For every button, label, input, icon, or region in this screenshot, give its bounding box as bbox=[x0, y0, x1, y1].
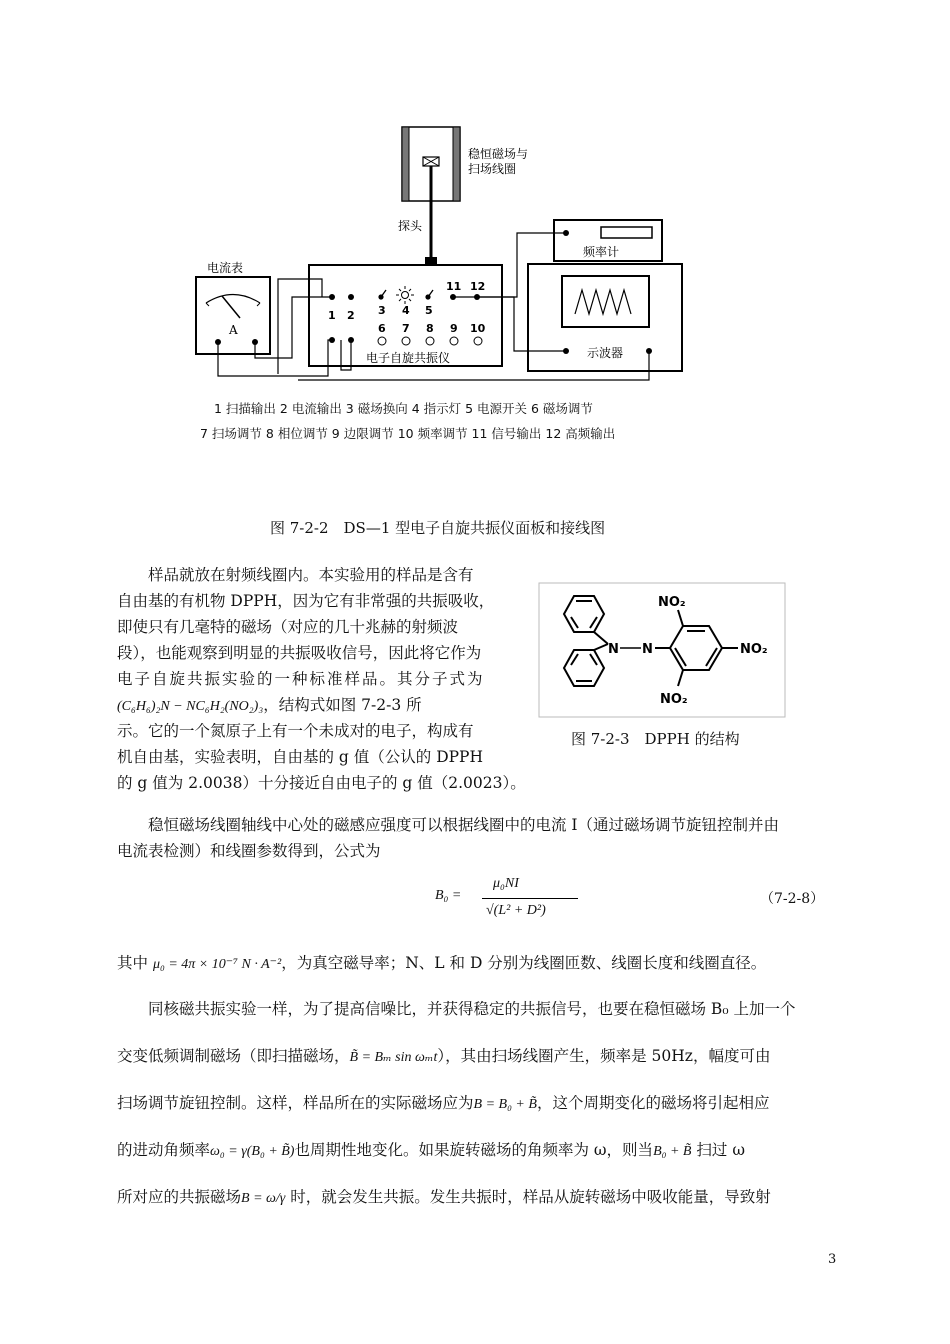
text-fragment: ，这个周期变化的磁场将引起相应 bbox=[536, 1094, 770, 1112]
permeability-formula: μ₀ = 4π × 10⁻⁷ N · A⁻² bbox=[152, 957, 282, 972]
text-fragment: 所对应的共振磁场 bbox=[117, 1188, 242, 1206]
nitro-group-top: NO₂ bbox=[658, 595, 686, 610]
wiring-diagram bbox=[0, 0, 950, 400]
text-line: 稳恒磁场线圈轴线中心处的磁感应强度可以根据线圈中的电流 I（通过磁场调节旋钮控制并由 bbox=[148, 816, 780, 834]
coil-label-1: 稳恒磁场与 bbox=[468, 147, 529, 161]
nitro-group-right: NO₂ bbox=[740, 642, 768, 657]
equation-numerator: μ₀NI bbox=[493, 876, 519, 891]
oscilloscope-label: 示波器 bbox=[587, 346, 624, 360]
terminal-number: 4 bbox=[402, 304, 410, 317]
text-fragment: 扫过 ω bbox=[691, 1141, 745, 1159]
dpph-structure bbox=[538, 582, 786, 718]
coil-label-2: 扫场线圈 bbox=[468, 162, 517, 176]
terminal-number: 9 bbox=[450, 322, 458, 335]
nitro-group-bottom: NO₂ bbox=[660, 692, 688, 707]
terminal-number: 3 bbox=[378, 304, 386, 317]
terminal-number: 2 bbox=[347, 309, 355, 322]
text-fragment: ，结构式如图 7-2-3 所 bbox=[263, 696, 422, 714]
figure-legend-line-2: 7 扫场调节 8 相位调节 9 边限调节 10 频率调节 11 信号输出 12 高频输出 bbox=[200, 426, 616, 441]
figure-caption-7-2-2: 图 7-2-2 DS—1 型电子自旋共振仪面板和接线图 bbox=[270, 519, 606, 537]
terminal-number: 5 bbox=[425, 304, 433, 317]
nitrogen-atom-left: N bbox=[608, 642, 619, 657]
equation-number: （7-2-8） bbox=[760, 891, 825, 907]
text-line: 示。它的一个氮原子上有一个未成对的电子，构成有 bbox=[117, 722, 474, 740]
terminal-number: 7 bbox=[402, 322, 410, 335]
terminal-number: 8 bbox=[426, 322, 434, 335]
page-number: 3 bbox=[828, 1252, 837, 1267]
precession-formula: ω₀ = γ(B₀ + B̃) bbox=[210, 1144, 295, 1159]
esr-instrument-label: 电子自旋共振仪 bbox=[366, 351, 451, 365]
text-line bbox=[117, 1033, 837, 1080]
nitrogen-atom-right: N bbox=[642, 642, 653, 657]
text-line: 机自由基，实验表明，自由基的 g 值（公认的 DPPH bbox=[117, 748, 484, 766]
text-fragment: 扫场调节旋钮控制。这样，样品所在的实际磁场应为 bbox=[117, 1094, 474, 1112]
figure-caption-7-2-3: 图 7-2-3 DPPH 的结构 bbox=[571, 730, 740, 748]
text-line: 同核磁共振实验一样，为了提高信噪比，并获得稳定的共振信号，也要在稳恒磁场 B₀ 上加一个 bbox=[148, 1000, 796, 1018]
text-fragment: ），其由扫场线圈产生，频率是 50Hz，幅度可由 bbox=[437, 1047, 771, 1065]
figure-legend-line-1: 1 扫描输出 2 电流输出 3 磁场换向 4 指示灯 5 电源开关 6 磁场调节 bbox=[214, 401, 593, 416]
text-fragment: 也周期性地变化。如果旋转磁场的角频率为 ω，则当 bbox=[294, 1141, 654, 1159]
text-fragment: 的进动角频率 bbox=[117, 1141, 211, 1159]
text-line bbox=[117, 1174, 837, 1221]
terminal-number: 11 bbox=[446, 280, 462, 293]
paragraph-modulation bbox=[117, 986, 837, 1221]
text-line: 自由基的有机物 DPPH，因为它有非常强的共振吸收， bbox=[117, 592, 495, 610]
fraction-bar bbox=[482, 898, 578, 899]
text-fragment: 时，就会发生共振。发生共振时，样品从旋转磁场中吸收能量，导致射 bbox=[285, 1188, 771, 1206]
text-line: 样品就放在射频线圈内。本实验用的样品是含有 bbox=[148, 566, 474, 584]
text-line: 电流表检测）和线圈参数得到，公式为 bbox=[117, 842, 381, 860]
text-fragment: 交变低频调制磁场（即扫描磁场， bbox=[117, 1047, 350, 1065]
text-fragment: 其中 bbox=[117, 954, 153, 972]
terminal-number: 10 bbox=[470, 322, 486, 335]
equation-denominator: √(L² + D²) bbox=[486, 903, 546, 918]
resonance-field-formula: B = ω/γ bbox=[241, 1191, 286, 1206]
ammeter-unit: A bbox=[229, 323, 238, 337]
swept-field-formula: B₀ + B̃ bbox=[653, 1144, 692, 1159]
text-line bbox=[117, 1127, 837, 1174]
text-fragment: ，为真空磁导率；N、L 和 D 分别为线圈匝数、线圈长度和线圈直径。 bbox=[281, 954, 767, 972]
ammeter-label: 电流表 bbox=[207, 261, 244, 275]
ammeter bbox=[196, 277, 270, 354]
text-line: 的 g 值为 2.0038）十分接近自由电子的 g 值（2.0023）。 bbox=[117, 774, 526, 792]
sweep-field-formula: B̃ = Bₘ sin ωₘt bbox=[349, 1050, 438, 1065]
paragraph-magnetic-field bbox=[117, 812, 837, 864]
paragraph-sample-description bbox=[117, 562, 526, 796]
terminal-number: 12 bbox=[470, 280, 486, 293]
frequency-meter-label: 频率计 bbox=[583, 245, 620, 259]
text-line bbox=[117, 950, 837, 976]
paragraph-permeability bbox=[117, 950, 837, 976]
coil-assembly bbox=[402, 127, 460, 266]
text-line bbox=[117, 692, 517, 718]
equation-lhs: B₀ = bbox=[435, 888, 462, 903]
terminal-number: 6 bbox=[378, 322, 386, 335]
probe-label: 探头 bbox=[398, 219, 423, 233]
text-line: 电子自旋共振实验的一种标准样品。其分子式为 bbox=[117, 670, 485, 688]
dpph-formula: (C₆H₆)₂N − NC₆H₂(NO₂)₃ bbox=[117, 699, 264, 714]
text-line bbox=[117, 1080, 837, 1127]
terminal-number: 1 bbox=[328, 309, 336, 322]
total-field-formula: B = B₀ + B̃ bbox=[473, 1097, 537, 1112]
text-line: 即使只有几毫特的磁场（对应的几十兆赫的射频波 bbox=[117, 618, 459, 636]
text-line: 段），也能观察到明显的共振吸收信号，因此将它作为 bbox=[117, 644, 482, 662]
